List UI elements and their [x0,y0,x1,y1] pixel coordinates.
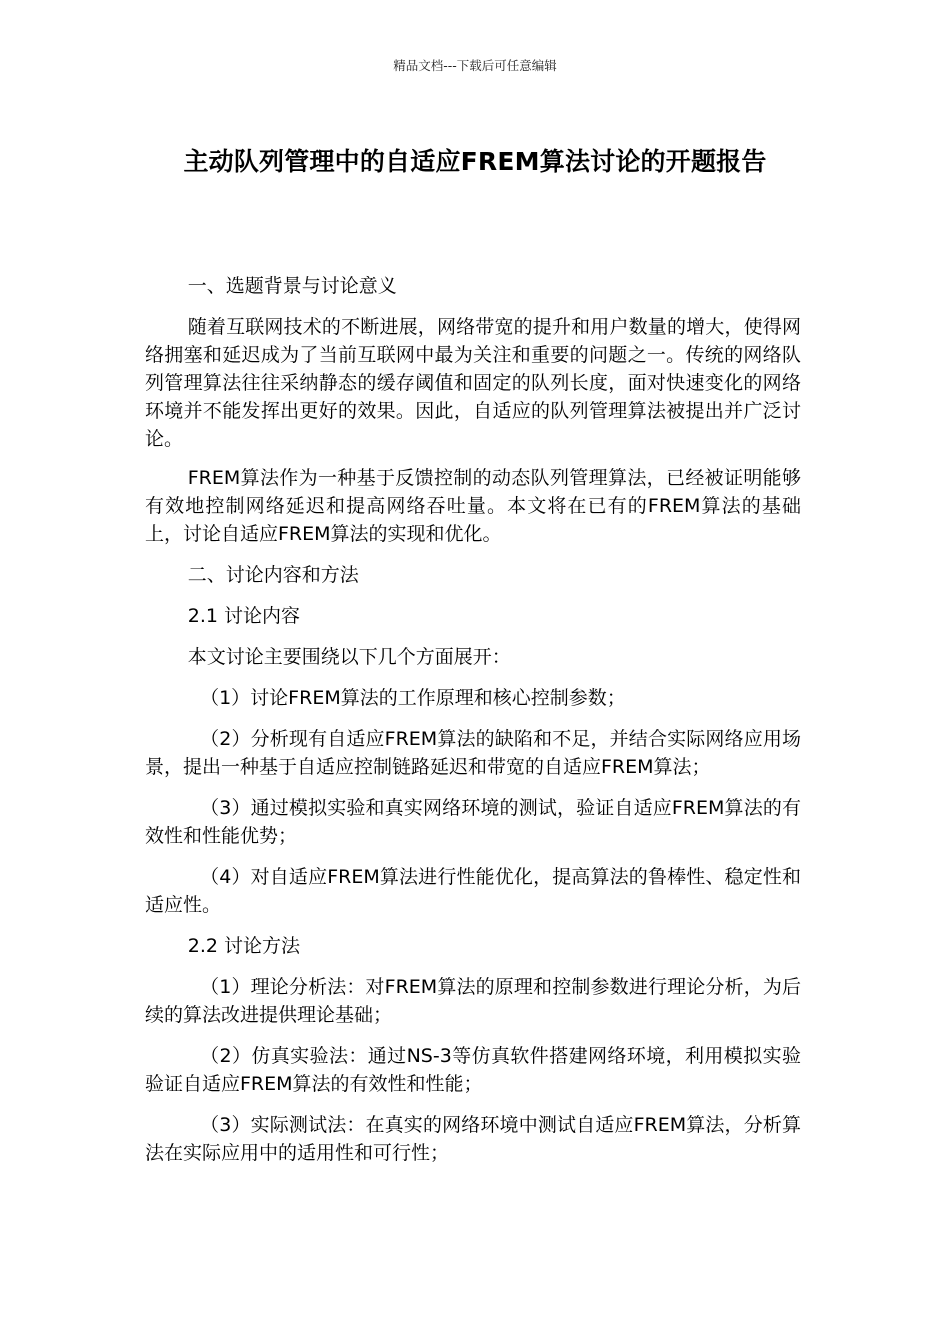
subsection-heading-2-2: 2.2 讨论方法 [187,935,301,957]
section-heading-2: 二、讨论内容和方法 [187,564,359,586]
method-item-3: （3）实际测试法：在真实的网络环境中测试自适应FREM算法，分析算法在实际应用中的适用性和可行性； [145,1114,801,1164]
document-body [145,272,801,1180]
content-item-3: （3）通过模拟实验和真实网络环境的测试，验证自适应FREM算法的有效性和性能优势； [145,797,801,847]
subsection-intro: 本文讨论主要围绕以下几个方面展开： [187,646,511,668]
paragraph-background: 随着互联网技术的不断进展，网络带宽的提升和用户数量的增大，使得网络拥塞和延迟成为了当前互联网中最为关注和重要的问题之一。传统的网络队列管理算法往往采纳静态的缓存阈值和固定的队列长度，面对快速变化的网络环境并不能发挥出更好的效果。因此，自适应的队列管理算法被提出并广泛讨论。 [145,316,801,450]
content-item-2: （2）分析现有自适应FREM算法的缺陷和不足，并结合实际网络应用场景，提出一种基于自适应控制链路延迟和带宽的自适应FREM算法； [145,728,801,778]
method-item-2: （2）仿真实验法：通过NS-3等仿真软件搭建网络环境，利用模拟实验验证自适应FREM算法的有效性和性能； [145,1045,801,1095]
content-item-1: （1）讨论FREM算法的工作原理和核心控制参数； [200,687,626,709]
page-header-note: 精品文档---下载后可任意编辑 [393,58,557,73]
document-title: 主动队列管理中的自适应FREM算法讨论的开题报告 [183,147,767,176]
section-heading-1: 一、选题背景与讨论意义 [187,275,397,297]
content-item-4: （4）对自适应FREM算法进行性能优化，提高算法的鲁棒性、稳定性和适应性。 [145,866,801,916]
subsection-heading-2-1: 2.1 讨论内容 [187,605,301,627]
paragraph-frem-intro: FREM算法作为一种基于反馈控制的动态队列管理算法，已经被证明能够有效地控制网络延迟和提高网络吞吐量。本文将在已有的FREM算法的基础上，讨论自适应FREM算法的实现和优化。 [145,467,801,545]
method-item-1: （1）理论分析法：对FREM算法的原理和控制参数进行理论分析，为后续的算法改进提供理论基础； [145,976,801,1026]
